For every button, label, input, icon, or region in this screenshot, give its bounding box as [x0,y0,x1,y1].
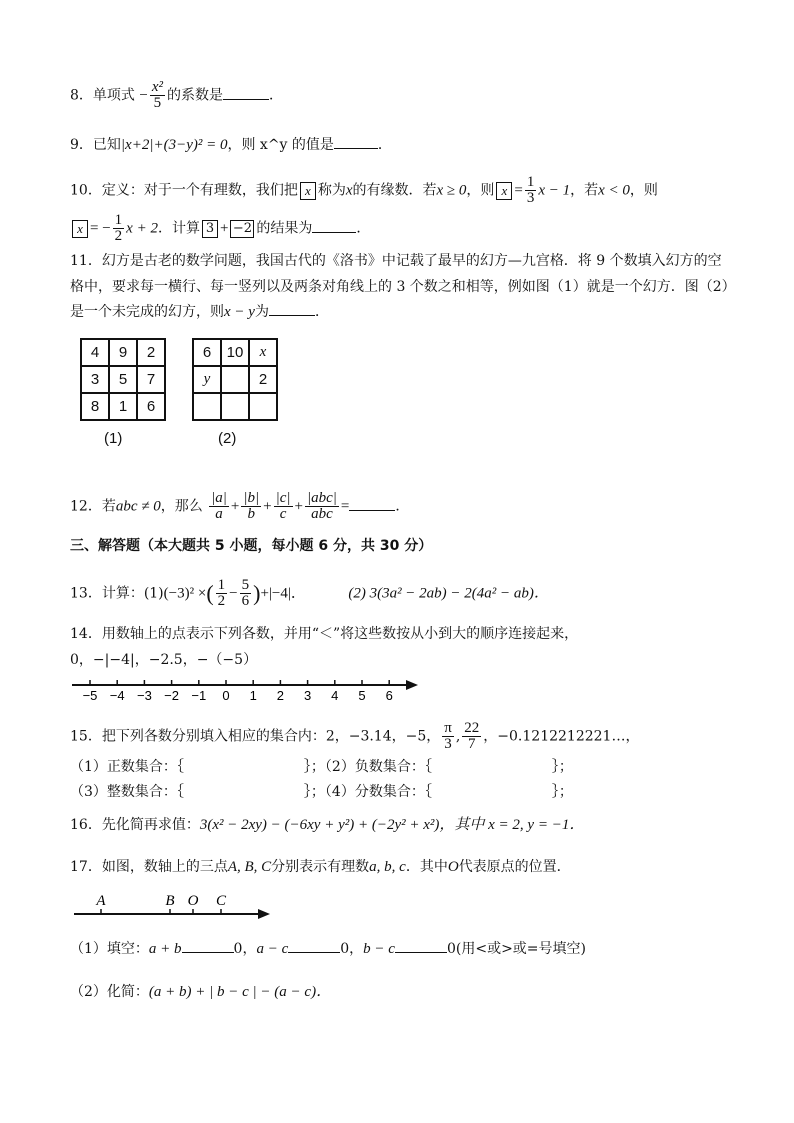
grid-cell: 5 [109,366,137,393]
question-11-line-2: 格中，要求每一横行、每一竖列以及两条对角线上的 3 个数之和相等，例如图（1）就是一个幻方．图（2） [70,279,736,295]
point-label: A [96,893,106,909]
number-line [72,673,422,703]
question-14-line-2: 0，−|−4|，−2.5，−（−5） [70,652,258,668]
grid-cell: 7 [137,366,165,393]
tick-label: −3 [136,688,152,703]
tick-label: −4 [109,688,125,703]
axis-arrow [258,909,270,919]
magic-square-2 [192,338,278,421]
answer-blank[interactable] [269,303,315,316]
question-15: 15．把下列各数分别填入相应的集合内：2，−3.14，−5， $\frac{\pi}{3}$ , $\frac{22}{7}$ ，−0.1212212221…， [70,720,640,752]
fraction: $\frac{1}{3}$ [526,174,535,206]
tick-label: 4 [331,688,339,703]
answer-blank[interactable] [334,136,378,149]
grid-cell: y [193,366,221,393]
grid-cell [249,393,277,420]
answer-blank[interactable] [349,498,395,511]
bracket-x: x [300,182,316,200]
integer-set-field[interactable] [184,784,304,796]
fraction: $\frac{1}{2}$ [114,212,123,244]
grid-cell: 8 [81,393,109,420]
grid-cell [221,366,249,393]
grid-cell: 9 [109,339,137,366]
tick-label: −2 [164,688,180,703]
question-16: 16．先化简再求值：3(x² − 2xy) − (−6xy + y²) + (−2y² + x²)，其中 x = 2, y = −1． [70,817,585,833]
question-10-line-1: 10．定义：对于一个有理数，我们把 x 称为x的有缘数．若x ≥ 0，则 x = $\frac{1}{3}$ x − 1，若x < 0，则 [70,174,658,206]
tick-label: −5 [82,688,98,703]
question-10-line-2: x = − $\frac{1}{2}$ x + 2．计算 3 + −2 的结果为 ． [70,213,370,244]
axis-arrow [406,680,418,690]
abc-number-line [72,890,282,924]
fraction-set-field[interactable] [432,784,552,796]
answer-blank[interactable] [223,87,269,100]
grid-cell: x [249,339,277,366]
question-17: 17．如图，数轴上的三点A, B, C分别表示有理数a, b, c．其中O代表原点的位置． [70,859,571,875]
answer-blank[interactable] [312,220,356,233]
question-8: 8．单项式 − $\frac{\text{x²}}{5}$ 的系数是 ． [70,79,283,111]
set-row-2: （3）整数集合：｛ ｝；（4）分数集合：｛ ｝； [70,784,573,800]
grid-cell [193,393,221,420]
grid-cell: 2 [249,366,277,393]
tick-label: 5 [358,688,366,703]
grid-cell [221,393,249,420]
grid-cell: 6 [193,339,221,366]
equation: |x+2|+(3−y)² = 0 [120,137,228,153]
question-11-line-1: 11．幻方是古老的数学问题，我国古代的《洛书》中记载了最早的幻方—九宫格．将 9 个数填入幻方的空 [70,253,722,269]
tick-label: 1 [249,688,257,703]
grid-cell: 3 [81,366,109,393]
question-12: 12．若abc ≠ 0，那么 $\frac{|a|}{a}$ + $\frac{|b|}{b}$ + $\frac{|c|}{c}$ + $\frac{\text{|abc|}}{\text{abc}}$ = ． [70,490,410,522]
grid-cell: 4 [81,339,109,366]
tick-label: −1 [191,688,207,703]
tick-label: 6 [385,688,393,703]
answer-blank[interactable] [288,940,340,953]
tick-label: 2 [276,688,285,703]
set-row-1: （1）正数集合：｛ ｝；（2）负数集合：｛ ｝； [70,759,573,775]
figure-caption-2: (2) [218,430,237,447]
question-9: 9．已知|x+2|+(3−y)² = 0，则 x^y 的值是 ． [70,137,392,153]
grid-cell: 1 [109,393,137,420]
question-14-line-1: 14．用数轴上的点表示下列各数，并用“＜”将这些数按从小到大的顺序连接起来， [70,626,579,642]
point-label: B [165,893,175,909]
grid-cell: 10 [221,339,249,366]
figure-caption-1: (1) [104,430,123,447]
positive-set-field[interactable] [184,759,304,771]
tick-label: 0 [222,688,230,703]
answer-blank[interactable] [182,940,234,953]
point-label: O [187,893,199,909]
question-17-part-2: （2）化简：(a + b) + | b − c | − (a − c)． [70,984,332,1000]
question-17-part-1: （1）填空：a + b 0，a − c 0，b − c 0(用<或>或=号填空) [70,941,586,957]
answer-blank[interactable] [395,940,447,953]
question-11-line-3: 是一个未完成的幻方，则x − y为 ． [70,304,329,320]
magic-square-1 [80,338,166,421]
grid-cell: 2 [137,339,165,366]
negative-set-field[interactable] [432,759,552,771]
fraction: $\frac{\text{x²}}{5}$ [151,79,163,111]
section-heading: 三、解答题（本大题共 5 小题，每小题 6 分，共 30 分） [70,538,433,554]
point-label: C [215,893,227,909]
grid-cell: 6 [137,393,165,420]
tick-label: 3 [303,688,312,703]
question-13: 13．计算：(1)(−3)² ×( $\frac{1}{2}$ − $\frac{5}{6}$ )+|−4|． (2) 3(3a² − 2ab) − 2(4a² − ab)． [70,577,549,609]
